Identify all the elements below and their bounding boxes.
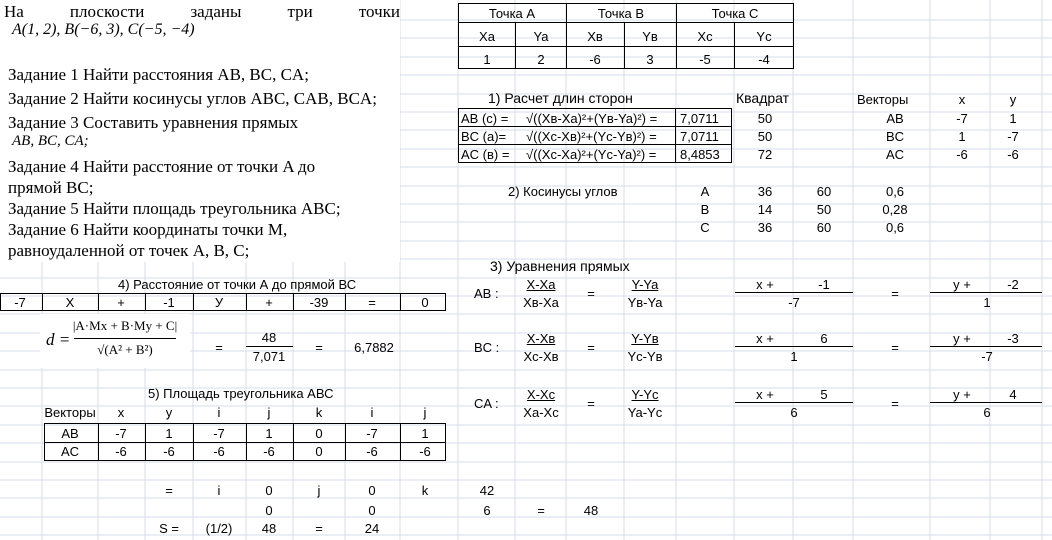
distance-denominator[interactable]: 7,071 bbox=[252, 349, 286, 364]
line-ca-den1: Xa-Xc bbox=[523, 405, 559, 420]
task-5: Задание 5 Найти площадь треугольника ABC; bbox=[8, 199, 341, 218]
cos-angle-c: C bbox=[700, 220, 710, 235]
row-ab-x[interactable]: -7 bbox=[956, 111, 968, 126]
distance-result[interactable]: 6,7882 bbox=[354, 340, 394, 355]
vectors-col-header: Векторы bbox=[44, 405, 96, 420]
cp-row-ab-k[interactable]: 0 bbox=[315, 426, 323, 441]
line-ab-yden[interactable]: 1 bbox=[983, 295, 991, 310]
x-header: x bbox=[958, 92, 966, 107]
col-xc: Xc bbox=[697, 29, 713, 44]
cp-row-ac-k[interactable]: 0 bbox=[315, 444, 323, 459]
row-ac-square[interactable]: 72 bbox=[757, 147, 773, 162]
task-6: Задание 6 Найти координаты точки M, bbox=[8, 220, 288, 239]
line-bc-den1: Xc-Xв bbox=[523, 349, 559, 364]
point-c-header: Точка С bbox=[711, 6, 759, 21]
line-ca-yden[interactable]: 6 bbox=[983, 405, 991, 420]
intro-word: три bbox=[287, 2, 313, 21]
cp-row-ac-x[interactable]: -6 bbox=[115, 444, 127, 459]
task-3: Задание 3 Составить уравнения прямых bbox=[8, 113, 299, 132]
row-ac-length[interactable]: 8,4853 bbox=[680, 147, 720, 162]
line-ca-xval[interactable]: 5 bbox=[820, 387, 828, 402]
row-bc-square[interactable]: 50 bbox=[757, 129, 773, 144]
eq-var-x: X bbox=[65, 295, 75, 310]
line-ca-eq2: = bbox=[891, 396, 899, 411]
val-yb[interactable]: 3 bbox=[646, 52, 654, 67]
line-ab-num1: X-Xa bbox=[526, 277, 556, 292]
line-bc-xden[interactable]: 1 bbox=[790, 349, 798, 364]
cp-row-ab-j[interactable]: 1 bbox=[265, 426, 273, 441]
cos-a-val1[interactable]: 36 bbox=[757, 184, 773, 199]
line-ca-xden[interactable]: 6 bbox=[790, 405, 798, 420]
col-j2: j bbox=[423, 405, 427, 420]
val-ya[interactable]: 2 bbox=[537, 52, 545, 67]
calc2-val2[interactable]: 0 bbox=[368, 503, 376, 518]
col-xb: Xв bbox=[587, 29, 603, 44]
line-ca-eq1: = bbox=[587, 396, 595, 411]
line-ab-yval[interactable]: -2 bbox=[1007, 277, 1019, 292]
line-bc-eq1: = bbox=[587, 340, 595, 355]
task-2: Задание 2 Найти косинусы углов ABC, CAB, BCA; bbox=[8, 89, 377, 108]
row-ac-name: AC (в) = bbox=[461, 147, 510, 162]
task-6-line2: равноудаленной от точек A, B, C; bbox=[8, 241, 250, 260]
line-bc-num1: X-Xв bbox=[526, 331, 556, 346]
row-ab-y[interactable]: 1 bbox=[1009, 111, 1017, 126]
row-bc-vector: BC bbox=[885, 129, 905, 144]
row-ab-vector: AB bbox=[886, 111, 904, 126]
cos-a-result[interactable]: 0,6 bbox=[885, 184, 905, 199]
cp-row-ac-name: AC bbox=[60, 444, 80, 459]
line-ab-den2: Yв-Ya bbox=[627, 295, 663, 310]
calc2-val3[interactable]: 6 bbox=[483, 503, 491, 518]
intro-word: плоскости bbox=[69, 2, 145, 21]
col-yb: Yв bbox=[642, 29, 658, 44]
section1-title: 1) Расчет длин сторон bbox=[488, 90, 633, 106]
cross-i-value[interactable]: 0 bbox=[265, 483, 273, 498]
col-yc: Yc bbox=[756, 29, 772, 44]
cross-k-value[interactable]: 42 bbox=[479, 483, 495, 498]
line-ab-xden[interactable]: -7 bbox=[788, 295, 800, 310]
row-ab-square[interactable]: 50 bbox=[757, 111, 773, 126]
val-yc[interactable]: -4 bbox=[758, 52, 770, 67]
point-b-header: Точка В bbox=[597, 6, 645, 21]
val-xa[interactable]: 1 bbox=[483, 52, 491, 67]
line-bc-xplus: x + bbox=[756, 331, 774, 346]
area-product[interactable]: 48 bbox=[261, 521, 277, 536]
line-bc-label: BC : bbox=[474, 340, 500, 355]
area-eq: = bbox=[315, 521, 323, 536]
area-half: (1/2) bbox=[205, 521, 233, 536]
cross-j-value[interactable]: 0 bbox=[368, 483, 376, 498]
cp-row-ac-i2[interactable]: -6 bbox=[366, 444, 378, 459]
cross-eq: = bbox=[165, 483, 173, 498]
cos-c-result[interactable]: 0,6 bbox=[885, 220, 905, 235]
line-ab-xval[interactable]: -1 bbox=[818, 277, 830, 292]
cp-row-ab-i2[interactable]: -7 bbox=[366, 426, 378, 441]
row-bc-x[interactable]: 1 bbox=[958, 129, 966, 144]
intro-word: заданы bbox=[190, 2, 242, 21]
line-bc-xval[interactable]: 6 bbox=[820, 331, 828, 346]
cross-k-label: k bbox=[421, 483, 429, 498]
cp-row-ab-y[interactable]: 1 bbox=[165, 426, 173, 441]
cos-a-val2[interactable]: 60 bbox=[816, 184, 832, 199]
eq-var-y: У bbox=[214, 295, 224, 310]
section4-title: 4) Расстояние от точки А до прямой ВС bbox=[118, 277, 357, 292]
cos-b-val1[interactable]: 14 bbox=[757, 202, 773, 217]
point-a-header: Точка А bbox=[488, 6, 536, 21]
section5-title: 5) Площадь треугольника АВС bbox=[148, 386, 334, 401]
col-xa: Xa bbox=[479, 29, 495, 44]
cos-angle-b: B bbox=[700, 202, 710, 217]
eq-coef-b[interactable]: -1 bbox=[163, 295, 175, 310]
row-ac-formula: √((Xc-Xa)²+(Yc-Ya)²) = bbox=[526, 147, 657, 162]
formula-numerator: |A·Mx + B·My + C| bbox=[72, 318, 178, 333]
cross-magnitude[interactable]: 48 bbox=[583, 503, 599, 518]
col-y: y bbox=[165, 405, 173, 420]
cp-row-ab-x[interactable]: -7 bbox=[115, 426, 127, 441]
line-ca-label: CA : bbox=[474, 396, 499, 411]
cp-row-ac-y[interactable]: -6 bbox=[163, 444, 175, 459]
col-x: x bbox=[117, 405, 125, 420]
eq-plus-1: + bbox=[117, 295, 125, 310]
task-4-line2: прямой BC; bbox=[8, 178, 94, 197]
cp-row-ab-name: AB bbox=[61, 426, 79, 441]
task-4: Задание 4 Найти расстояние от точки A до bbox=[8, 157, 316, 176]
eq-equals: = bbox=[368, 295, 376, 310]
intro-word: точки bbox=[358, 2, 400, 21]
line-ab-eq1: = bbox=[587, 286, 595, 301]
line-ab-num2: Y-Ya bbox=[631, 277, 659, 292]
row-bc-formula: √((Xc-Xв)²+(Yc-Yв)²) = bbox=[526, 129, 657, 144]
line-bc-den2: Yc-Yв bbox=[627, 349, 663, 364]
val-xb[interactable]: -6 bbox=[589, 52, 601, 67]
line-bc-yplus: y + bbox=[953, 331, 971, 346]
cp-row-ac-j2[interactable]: -6 bbox=[419, 444, 431, 459]
area-result[interactable]: 24 bbox=[364, 521, 380, 536]
problem-intro bbox=[4, 2, 400, 22]
row-ac-vector: AC bbox=[885, 147, 905, 162]
distance-eq-1: = bbox=[215, 340, 223, 355]
cross-j-label: j bbox=[317, 483, 321, 498]
col-k: k bbox=[315, 405, 323, 420]
line-ca-num1: X-Xc bbox=[526, 387, 556, 402]
calc2-eq: = bbox=[537, 503, 545, 518]
col-i2: i bbox=[370, 405, 374, 420]
distance-eq-2: = bbox=[315, 340, 323, 355]
area-label: S = bbox=[159, 521, 179, 536]
val-xc[interactable]: -5 bbox=[699, 52, 711, 67]
row-ab-length[interactable]: 7,0711 bbox=[680, 111, 719, 126]
eq-plus-2: + bbox=[265, 295, 273, 310]
vectors-header: Векторы bbox=[857, 92, 909, 107]
distance-numerator[interactable]: 48 bbox=[261, 330, 277, 345]
row-bc-y[interactable]: -7 bbox=[1007, 129, 1019, 144]
intro-word: На bbox=[4, 2, 24, 21]
line-ab-label: AB : bbox=[474, 286, 499, 301]
cos-angle-a: A bbox=[700, 184, 710, 199]
line-bc-yden[interactable]: -7 bbox=[981, 349, 993, 364]
points-definition: A(1, 2), B(−6, 3), C(−5, −4) bbox=[12, 21, 195, 38]
line-bc-yval[interactable]: -3 bbox=[1007, 331, 1019, 346]
col-ya: Ya bbox=[533, 29, 549, 44]
line-bc-eq2: = bbox=[891, 340, 899, 355]
task-3-lines: AB, BC, CA; bbox=[12, 133, 89, 149]
line-ca-num2: Y-Yc bbox=[631, 387, 659, 402]
cos-b-result[interactable]: 0,28 bbox=[882, 202, 908, 217]
line-ab-yplus: y + bbox=[953, 277, 971, 292]
task-1: Задание 1 Найти расстояния AB, BC, CA; bbox=[8, 65, 309, 84]
line-ca-den2: Ya-Yc bbox=[627, 405, 663, 420]
y-header: y bbox=[1009, 92, 1017, 107]
cp-row-ac-j[interactable]: -6 bbox=[263, 444, 275, 459]
cos-c-val2[interactable]: 60 bbox=[816, 220, 832, 235]
col-i: i bbox=[217, 405, 221, 420]
eq-coef-a[interactable]: -7 bbox=[14, 295, 26, 310]
calc2-val1[interactable]: 0 bbox=[265, 503, 273, 518]
row-ab-name: AB (c) = bbox=[461, 111, 509, 126]
line-ab-eq2: = bbox=[891, 286, 899, 301]
cp-row-ac-i[interactable]: -6 bbox=[213, 444, 225, 459]
cross-i-label: i bbox=[217, 483, 221, 498]
row-ac-y[interactable]: -6 bbox=[1007, 147, 1019, 162]
line-ca-yplus: y + bbox=[953, 387, 971, 402]
cos-c-val1[interactable]: 36 bbox=[757, 220, 773, 235]
formula-denominator: √(A² + B²) bbox=[97, 342, 153, 357]
formula-lhs: d = bbox=[46, 330, 71, 349]
cp-row-ab-j2[interactable]: 1 bbox=[421, 426, 429, 441]
cos-b-val2[interactable]: 50 bbox=[816, 202, 832, 217]
eq-coef-c[interactable]: -39 bbox=[309, 295, 329, 310]
section2-title: 2) Косинусы углов bbox=[508, 184, 618, 199]
eq-zero: 0 bbox=[421, 295, 429, 310]
square-header: Квадрат bbox=[736, 90, 790, 106]
row-ab-formula: √((Xв-Xa)²+(Yв-Ya)²) = bbox=[526, 111, 658, 126]
line-ab-den1: Xв-Xa bbox=[523, 295, 559, 310]
row-bc-length[interactable]: 7,0711 bbox=[680, 129, 719, 144]
section3-title: 3) Уравнения прямых bbox=[490, 258, 630, 274]
col-j: j bbox=[267, 405, 271, 420]
row-ac-x[interactable]: -6 bbox=[956, 147, 968, 162]
row-bc-name: BC (a)= bbox=[461, 129, 507, 144]
line-ab-xplus: x + bbox=[756, 277, 774, 292]
cp-row-ab-i[interactable]: -7 bbox=[213, 426, 225, 441]
line-ca-yval[interactable]: 4 bbox=[1009, 387, 1017, 402]
line-bc-num2: Y-Yв bbox=[631, 331, 659, 346]
line-ca-xplus: x + bbox=[756, 387, 774, 402]
